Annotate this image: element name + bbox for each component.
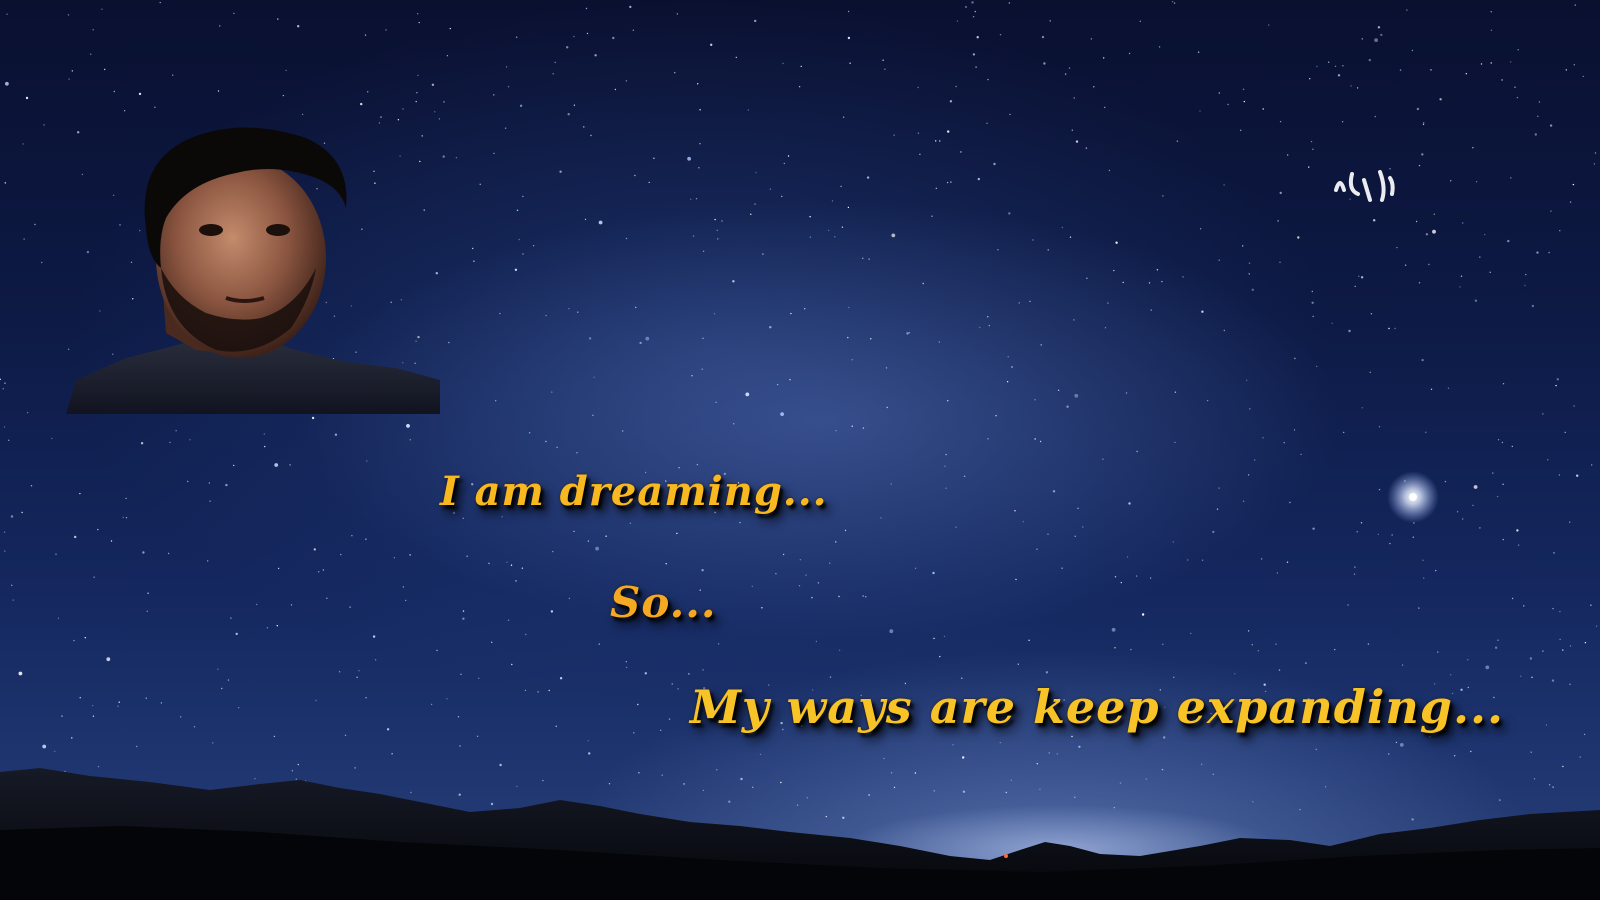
quote-line-2: So... (610, 578, 717, 627)
left-eye (199, 224, 223, 236)
quote-line-3: My ways are keep expanding... (690, 680, 1505, 734)
person-portrait (66, 118, 440, 414)
quote-line-1: I am dreaming... (440, 468, 828, 515)
right-eye (266, 224, 290, 236)
distant-light (1004, 854, 1008, 858)
signature-mark (1330, 160, 1400, 210)
